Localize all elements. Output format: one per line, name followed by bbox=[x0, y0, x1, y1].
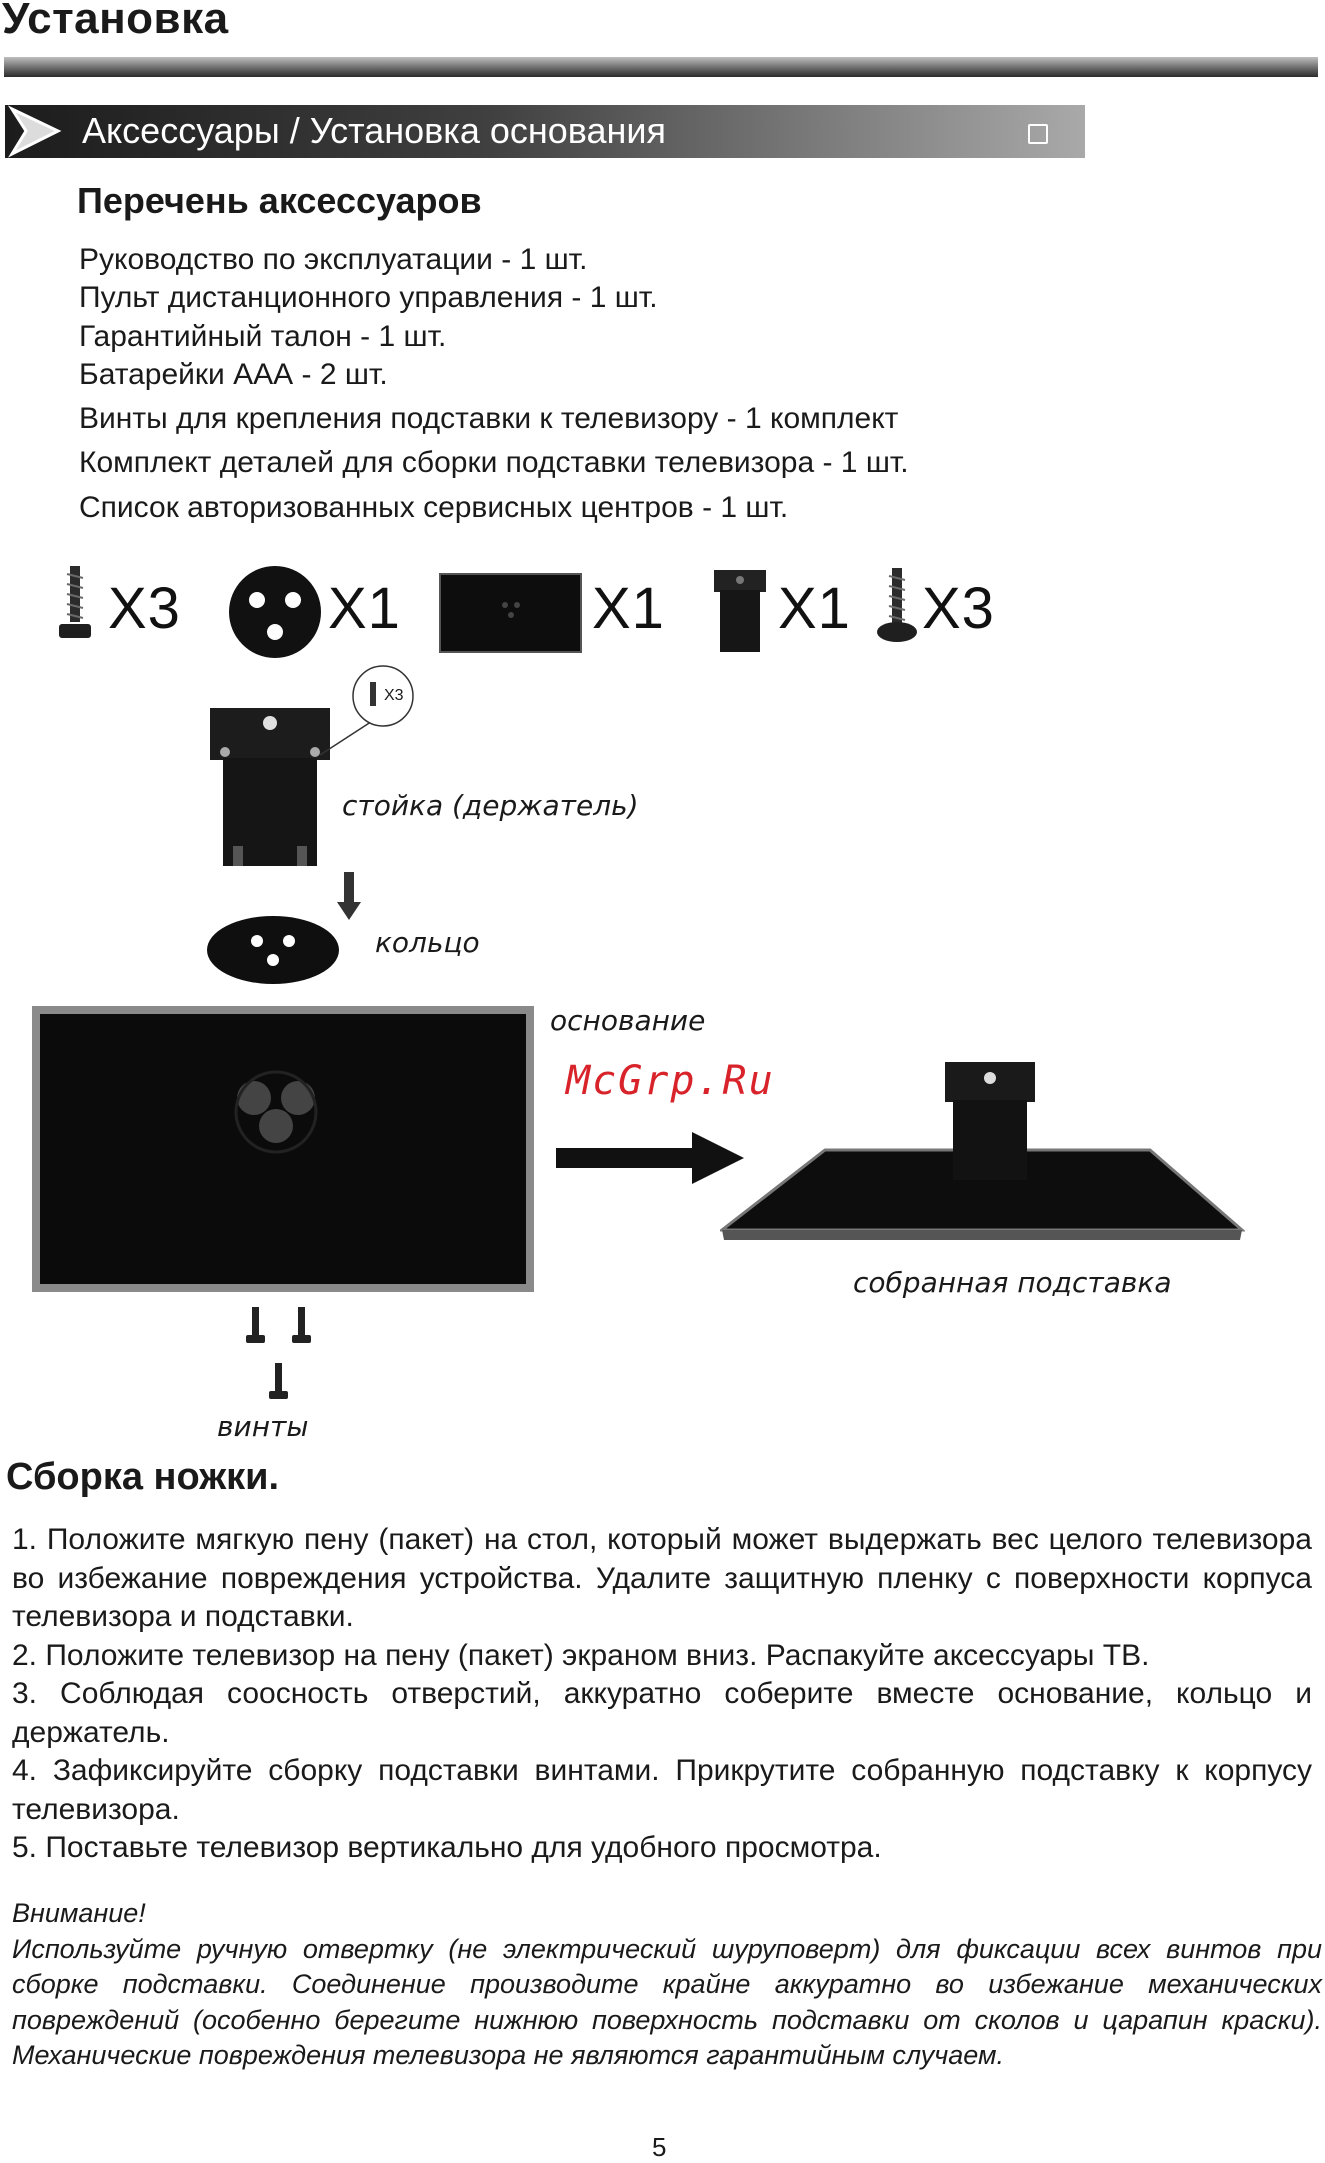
title-divider bbox=[4, 57, 1318, 77]
accessories-heading: Перечень аксессуаров bbox=[77, 180, 482, 221]
step-item: 1. Положите мягкую пену (пакет) на стол, который может выдержать вес целого телевизора во избежание повреждения устройства. Удалите защитную пленку с поверхности корпуса телевизора и подставки. bbox=[12, 1523, 1312, 1633]
square-icon bbox=[1028, 124, 1048, 144]
step-item: 2. Положите телевизор на пену (пакет) экраном вниз. Распакуйте аксессуары ТВ. bbox=[12, 1638, 1150, 1672]
page-title: Установка bbox=[2, 0, 229, 43]
list-item: Батарейки ААА - 2 шт. bbox=[79, 358, 388, 391]
step-item: 5. Поставьте телевизор вертикально для удобного просмотра. bbox=[12, 1831, 882, 1864]
list-item: Руководство по эксплуатации - 1 шт. bbox=[79, 243, 588, 276]
watermark: McGrp.Ru bbox=[566, 1058, 775, 1104]
assembled-stand-illustration bbox=[720, 1060, 1245, 1240]
ring-icon bbox=[225, 562, 325, 662]
holder-label: стойка (держатель) bbox=[342, 789, 639, 822]
list-item: Пульт дистанционного управления - 1 шт. bbox=[79, 281, 658, 314]
ring-label: кольцо bbox=[375, 926, 480, 959]
chevron-right-icon bbox=[6, 105, 66, 158]
list-item: Гарантийный талон - 1 шт. bbox=[79, 320, 447, 353]
warning-text: Используйте ручную отвертку (не электрический шуруповерт) для фиксации всех винтов при сборке подставки. Соединение производите крайне аккуратно во избежание механических повреждений (особенно берегите нижнюю поверхность подставки от сколов и царапин краски). Механические повреждения телевизора не являются гарантийным случаем. bbox=[12, 1933, 1322, 2070]
arrow-right-icon bbox=[556, 1130, 746, 1186]
base-illustration bbox=[30, 1004, 536, 1294]
callout-qty: X3 bbox=[384, 687, 404, 704]
screws-label: винты bbox=[217, 1410, 309, 1443]
screw-icon bbox=[55, 564, 95, 654]
list-item: Винты для крепления подставки к телевизору - 1 комплект bbox=[79, 402, 899, 435]
warning-block bbox=[12, 1896, 1322, 2074]
page-number: 5 bbox=[652, 2132, 667, 2162]
assembly-heading: Сборка ножки. bbox=[6, 1456, 280, 1498]
assembly-steps bbox=[12, 1521, 1312, 1868]
list-item: Список авторизованных сервисных центров - 1 шт. bbox=[79, 491, 789, 524]
part-qty: X3 bbox=[922, 576, 995, 641]
holder-icon bbox=[710, 568, 770, 654]
list-item: Комплект деталей для сборки подставки телевизора - 1 шт. bbox=[79, 446, 909, 479]
step-item: 4. Зафиксируйте сборку подставки винтами. Прикрутите собранную подставку к корпусу телевизора. bbox=[12, 1754, 1312, 1826]
section-banner-title: Аксессуары / Установка основания bbox=[82, 110, 667, 151]
part-qty: X1 bbox=[592, 576, 665, 641]
part-qty: X1 bbox=[778, 576, 851, 641]
part-qty: X1 bbox=[328, 576, 401, 641]
screws-illustration bbox=[244, 1303, 314, 1413]
warning-title: Внимание! bbox=[12, 1898, 146, 1928]
ring-illustration bbox=[206, 915, 340, 985]
base-plate-icon bbox=[439, 573, 582, 653]
assembled-label: собранная подставка bbox=[853, 1266, 1172, 1299]
screw-icon bbox=[876, 566, 918, 656]
part-qty: X3 bbox=[108, 576, 181, 641]
base-label: основание bbox=[550, 1004, 706, 1037]
step-item: 3. Соблюдая соосность отверстий, аккуратно соберите вместе основание, кольцо и держатель. bbox=[12, 1677, 1312, 1749]
